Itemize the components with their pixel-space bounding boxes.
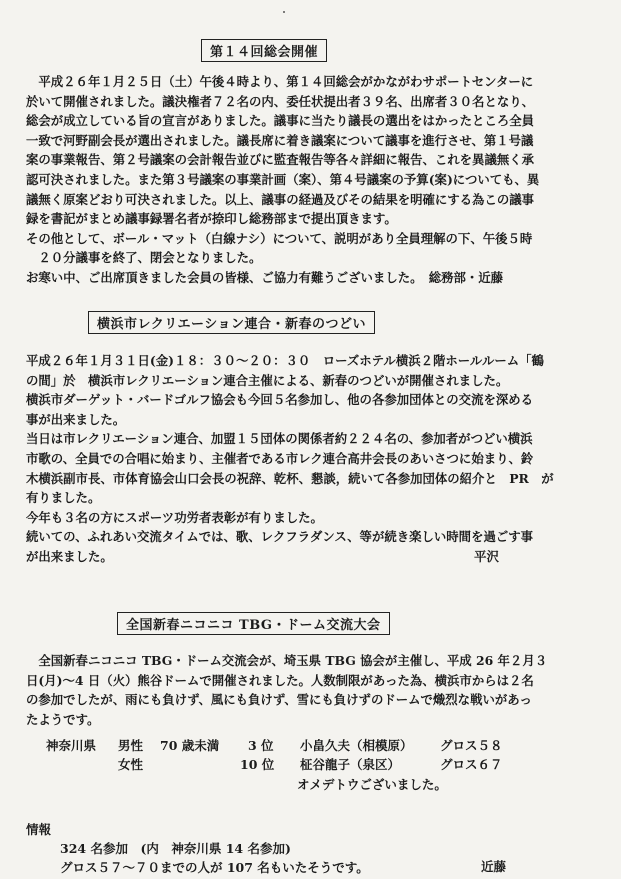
info-line1: 324 名参加 (内 神奈川県 14 名参加) bbox=[60, 841, 291, 856]
text-line: 日(月)～4 日（火）熊谷ドームで開催されました。人数制限があった為、横浜市からは２名 bbox=[26, 672, 534, 688]
text-line: 続いての、ふれあい交流タイムでは、歌、レクフラダンス、等が続き楽しい時間を過ごす事 bbox=[26, 529, 534, 545]
text-line: の間」於 横浜市レクリエーション連合主催による、新春のつどいが開催されました。 bbox=[26, 372, 509, 388]
text-line: 当日は市レクリエーション連合、加盟１５団体の関係者約２２４名の、参加者がつどい横浜 bbox=[26, 431, 533, 447]
result-name-male: 小畠久夫（相模原） bbox=[300, 738, 413, 753]
text-line: 平成２６年１月３１日(金)１８：３０～２０：３０ ローズホテル横浜２階ホールルーム「鶴 bbox=[26, 353, 544, 368]
result-gender-female: 女性 bbox=[118, 757, 144, 772]
text-line: その他として、ボール・マット（白線ナシ）について、説明があり全員理解の下、午後５時 bbox=[26, 230, 533, 246]
result-place-male: 3 位 bbox=[248, 738, 274, 753]
text-line: 横浜市ダーゲット・バードゴルフ協会も今回５名参加し、他の各参加団体との交流を深める bbox=[26, 392, 534, 408]
result-score-female: グロス６７ bbox=[440, 757, 503, 772]
section3-body bbox=[26, 651, 547, 729]
result-score-male: グロス５８ bbox=[440, 738, 503, 753]
text-line: 平成２６年１月２５日（土）午後４時より、第１４回総会がかながわサポートセンターに bbox=[26, 74, 534, 89]
info-heading: 情報 bbox=[26, 822, 52, 837]
text-line: の参加でしたが、雨にも負けず、風にも負けず、雪にも負けずのドームで熾烈な戦いがあっ bbox=[26, 692, 532, 708]
text-line: 総会が成立している旨の宣言がありました。議事に当たり議長の選出をはかったところ全員 bbox=[26, 113, 535, 129]
text-line: 全国新春ニコニコ TBG・ドーム交流会が、埼玉県 TBG 協会が主催し、平成 26 年２月３ bbox=[26, 653, 548, 668]
result-name-female: 柾谷龍子（泉区） bbox=[300, 757, 401, 772]
section1-title: 第１４回総会開催 bbox=[201, 39, 327, 62]
text-line: 案の事業報告、第２号議案の会計報告並びに監査報告等各々詳細に報告、これを異議無く承 bbox=[26, 152, 535, 168]
info-line2: グロス５７～７０までの人が 107 名もいたそうです。 bbox=[60, 860, 369, 875]
section2-title: 横浜市レクリエーション連合・新春のつどい bbox=[88, 311, 375, 334]
text-line: お寒い中、ご出席頂きました会員の皆様、ご協力有難うございました。 総務部・近藤 bbox=[26, 269, 504, 285]
text-line: 於いて開催されました。議決権者７２名の内、委任状提出者３９名、出席者３０名となり、 bbox=[26, 93, 535, 109]
text-line: 事が出来ました。 bbox=[26, 411, 126, 427]
text-line: 認可決されました。また第３号議案の事業計画（案）、第４号議案の予算(案)についても、異 bbox=[26, 171, 540, 187]
text-line: 録を書記がまとめ議事録署名者が捺印し総務部まで提出頂きます。 bbox=[26, 211, 397, 227]
text-line: 今年も３名の方にスポーツ功労者表彰が有りました。 bbox=[26, 509, 323, 525]
info-signature: 近藤 bbox=[481, 859, 507, 874]
text-line: 一致で河野副会長が選出されました。議長席に着き議案について議事を進行させ、第１号議 bbox=[26, 132, 534, 148]
section2-body bbox=[26, 351, 554, 567]
scan-speck bbox=[283, 11, 285, 13]
text-line: 議無く原案どおり可決されました。以上、議事の経過及びその結果を明確にする為この議事 bbox=[26, 191, 535, 207]
congrats-text: オメデトウございました。 bbox=[297, 777, 447, 792]
result-place-female: 10 位 bbox=[240, 757, 275, 772]
text-line: 市歌の、全員での合唱に始まり、主催者である市レク連合高井会長のあいさつに始まり、鈴 bbox=[26, 450, 534, 466]
text-line: 木横浜副市長、市体育協会山口会長の祝辞、乾杯、懇談，続いて各参加団体の紹介と PR が bbox=[26, 470, 554, 486]
text-line: が出来ました。 bbox=[26, 548, 113, 564]
text-line: 有りました。 bbox=[26, 490, 101, 506]
section2-signature: 平沢 bbox=[474, 549, 500, 564]
result-gender-male: 男性 bbox=[118, 738, 144, 753]
section1-body bbox=[26, 72, 539, 288]
result-pref: 神奈川県 bbox=[46, 738, 97, 753]
text-line: ２０分議事を終了、閉会となりました。 bbox=[26, 250, 262, 266]
section3-title: 全国新春ニコニコ TBG・ドーム交流大会 bbox=[117, 612, 390, 635]
result-category: 70 歳未満 bbox=[160, 738, 220, 753]
text-line: たようです。 bbox=[26, 711, 100, 727]
